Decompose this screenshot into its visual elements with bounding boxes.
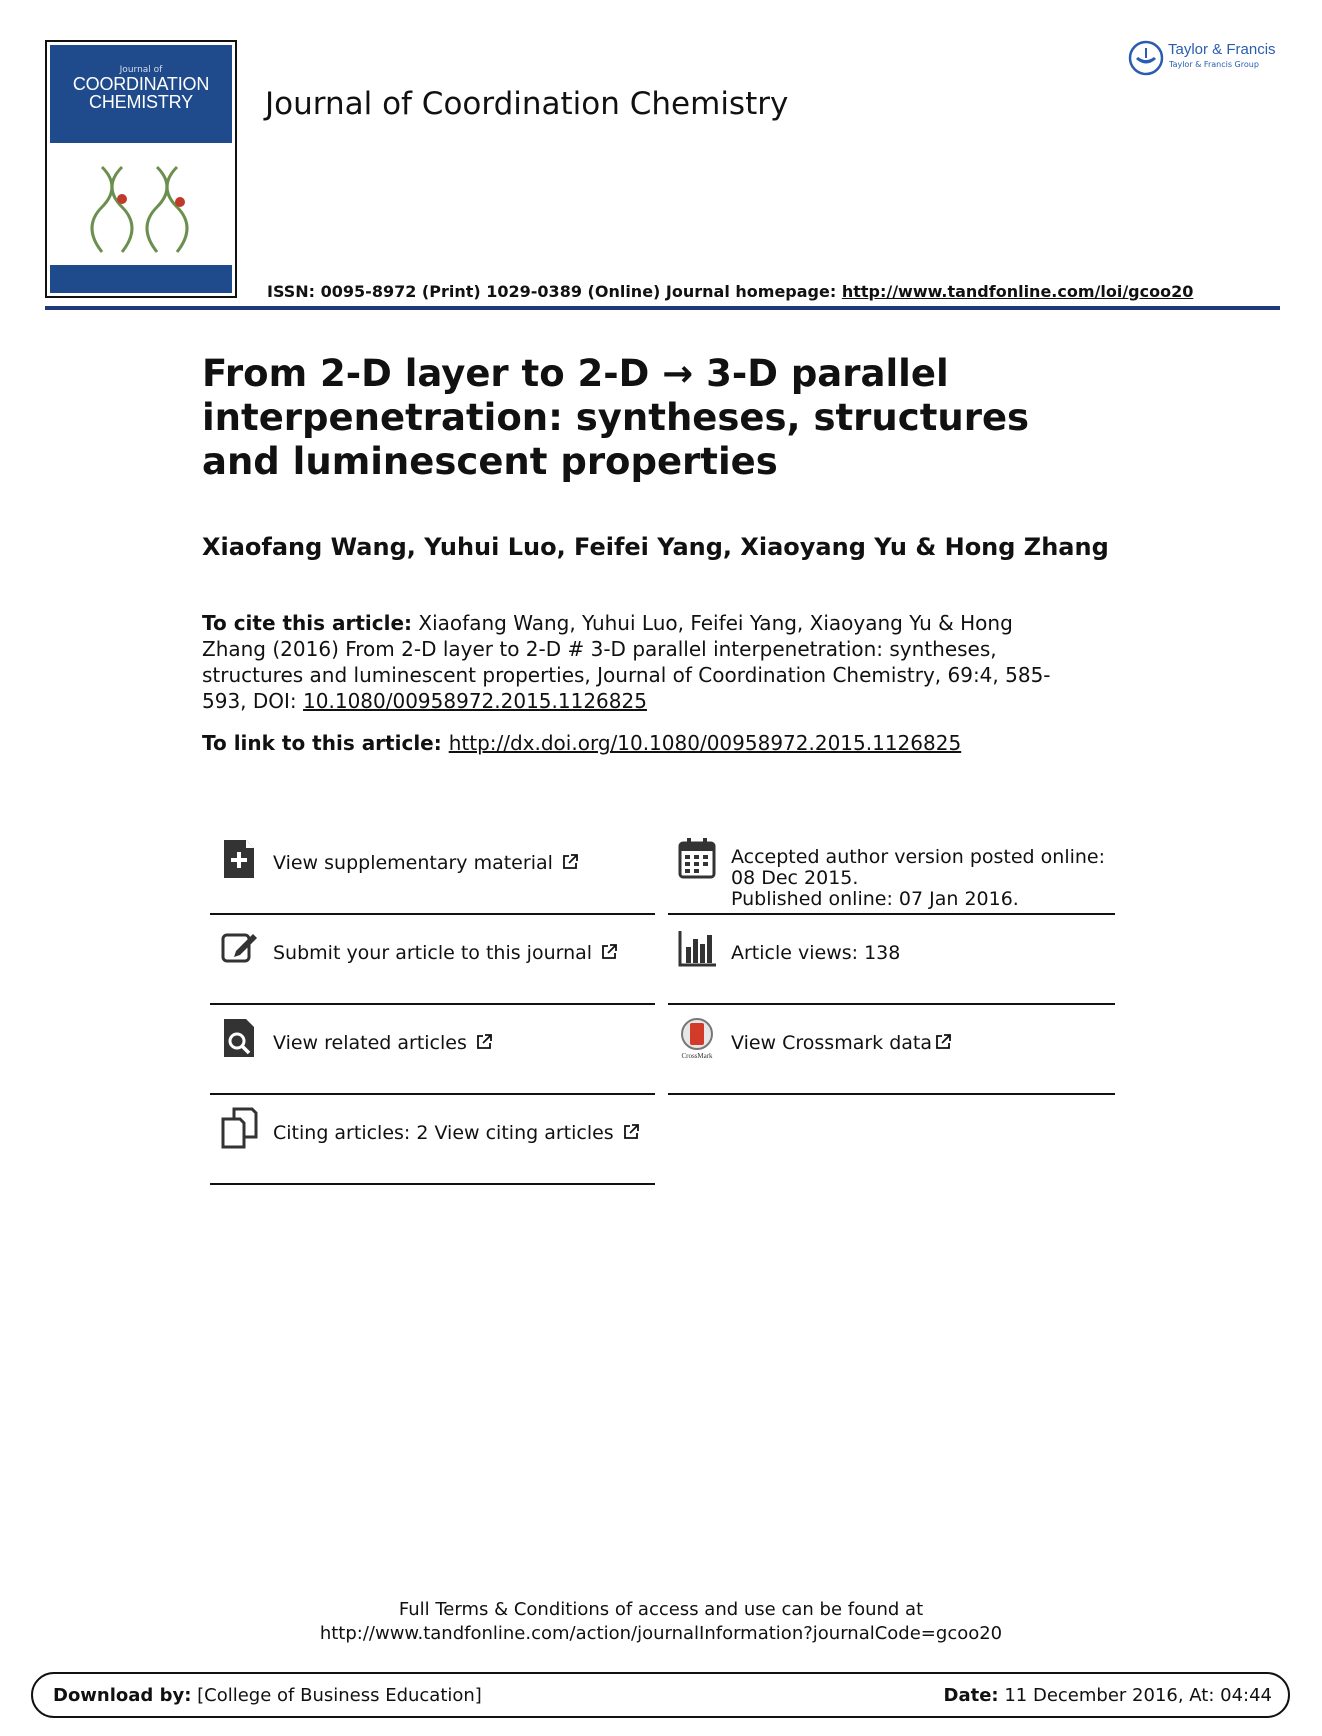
terms-and-conditions <box>0 1598 1322 1646</box>
journal-cover-image <box>45 40 237 298</box>
supplementary-material-row[interactable] <box>210 833 655 915</box>
download-date <box>944 1685 1272 1706</box>
cover-title-line1: COORDINATION <box>72 74 210 94</box>
header-divider <box>45 306 1280 310</box>
search-document-icon <box>220 1017 258 1059</box>
taylor-francis-logo-icon[interactable] <box>1128 40 1164 76</box>
journal-homepage-link[interactable]: http://www.tandfonline.com/loi/gcoo20 <box>841 282 1194 301</box>
submit-article-row[interactable] <box>210 923 655 1005</box>
documents-icon <box>220 1107 258 1149</box>
article-link-line <box>202 731 961 755</box>
supplementary-material-link[interactable]: View supplementary material <box>273 852 553 874</box>
download-by-label: Download by: <box>53 1685 192 1706</box>
publication-dates-row <box>668 833 1115 915</box>
article-link-label: To link to this article: <box>202 731 449 755</box>
article-title: From 2-D layer to 2-D → 3-D parallel interpenetration: syntheses, structures and luminescent properties <box>202 352 1030 483</box>
article-authors: Xiaofang Wang, Yuhui Luo, Feifei Yang, Xiaoyang Yu & Hong Zhang <box>202 533 1109 561</box>
external-link-icon <box>934 1033 952 1051</box>
download-info-bar <box>31 1672 1290 1718</box>
citing-articles-row[interactable] <box>210 1103 655 1185</box>
crossmark-logo-text: CrossMark <box>681 1052 713 1059</box>
citation-block <box>202 610 1052 714</box>
external-link-icon <box>600 943 618 961</box>
edit-icon <box>220 927 258 969</box>
cover-small-label: Journal of <box>119 65 163 75</box>
external-link-icon <box>475 1033 493 1051</box>
journal-title: Journal of Coordination Chemistry <box>265 86 789 122</box>
cover-banner <box>50 45 232 143</box>
citation-text: Xiaofang Wang, Yuhui Luo, Feifei Yang, Xiaoyang Yu & Hong Zhang (2016) From 2-D layer to 2-D # 3-D parallel interpenetration: syntheses, structures and luminescent properties, Journal of Coordination Chemistry, 69:4, 585-593, DOI: <box>202 611 1051 713</box>
article-doi-url[interactable]: http://dx.doi.org/10.1080/00958972.2015.1126825 <box>448 731 962 755</box>
terms-url[interactable]: http://www.tandfonline.com/action/journalInformation?journalCode=gcoo20 <box>319 1623 1003 1644</box>
citation-doi-link[interactable]: 10.1080/00958972.2015.1126825 <box>303 689 647 713</box>
accepted-date: Accepted author version posted online: 08 Dec 2015. <box>731 846 1106 889</box>
terms-line1: Full Terms & Conditions of access and use can be found at <box>398 1599 924 1620</box>
issn-line <box>267 282 1193 301</box>
external-link-icon <box>622 1123 640 1141</box>
article-views-row <box>668 923 1115 1005</box>
submit-article-link[interactable]: Submit your article to this journal <box>273 942 593 964</box>
published-date: Published online: 07 Jan 2016. <box>731 888 1019 910</box>
cover-title-line2: CHEMISTRY <box>89 92 193 112</box>
calendar-icon <box>678 837 716 879</box>
citation-label: To cite this article: <box>202 611 413 635</box>
publisher-name[interactable]: Taylor & Francis <box>1168 41 1276 58</box>
related-articles-row[interactable] <box>210 1013 655 1095</box>
external-link-icon <box>561 853 579 871</box>
download-date-label: Date: <box>943 1685 999 1706</box>
related-articles-link[interactable]: View related articles <box>273 1032 467 1054</box>
article-views-count: Article views: 138 <box>731 942 901 964</box>
publisher-group: Taylor & Francis Group <box>1169 60 1259 69</box>
download-by <box>53 1685 482 1706</box>
download-by-value: [College of Business Education] <box>191 1685 482 1706</box>
citing-articles-link[interactable]: Citing articles: 2 View citing articles <box>273 1122 614 1144</box>
bar-chart-icon <box>678 927 716 969</box>
download-date-value: 11 December 2016, At: 04:44 <box>998 1685 1272 1706</box>
cover-footer <box>50 265 232 293</box>
issn-text: ISSN: 0095-8972 (Print) 1029-0389 (Online) Journal homepage: <box>267 282 842 301</box>
add-document-icon <box>220 838 258 880</box>
crossmark-row[interactable] <box>668 1013 1115 1095</box>
crossmark-link[interactable]: View Crossmark data <box>731 1032 933 1054</box>
molecule-illustration <box>82 157 202 267</box>
crossmark-icon <box>678 1017 716 1059</box>
